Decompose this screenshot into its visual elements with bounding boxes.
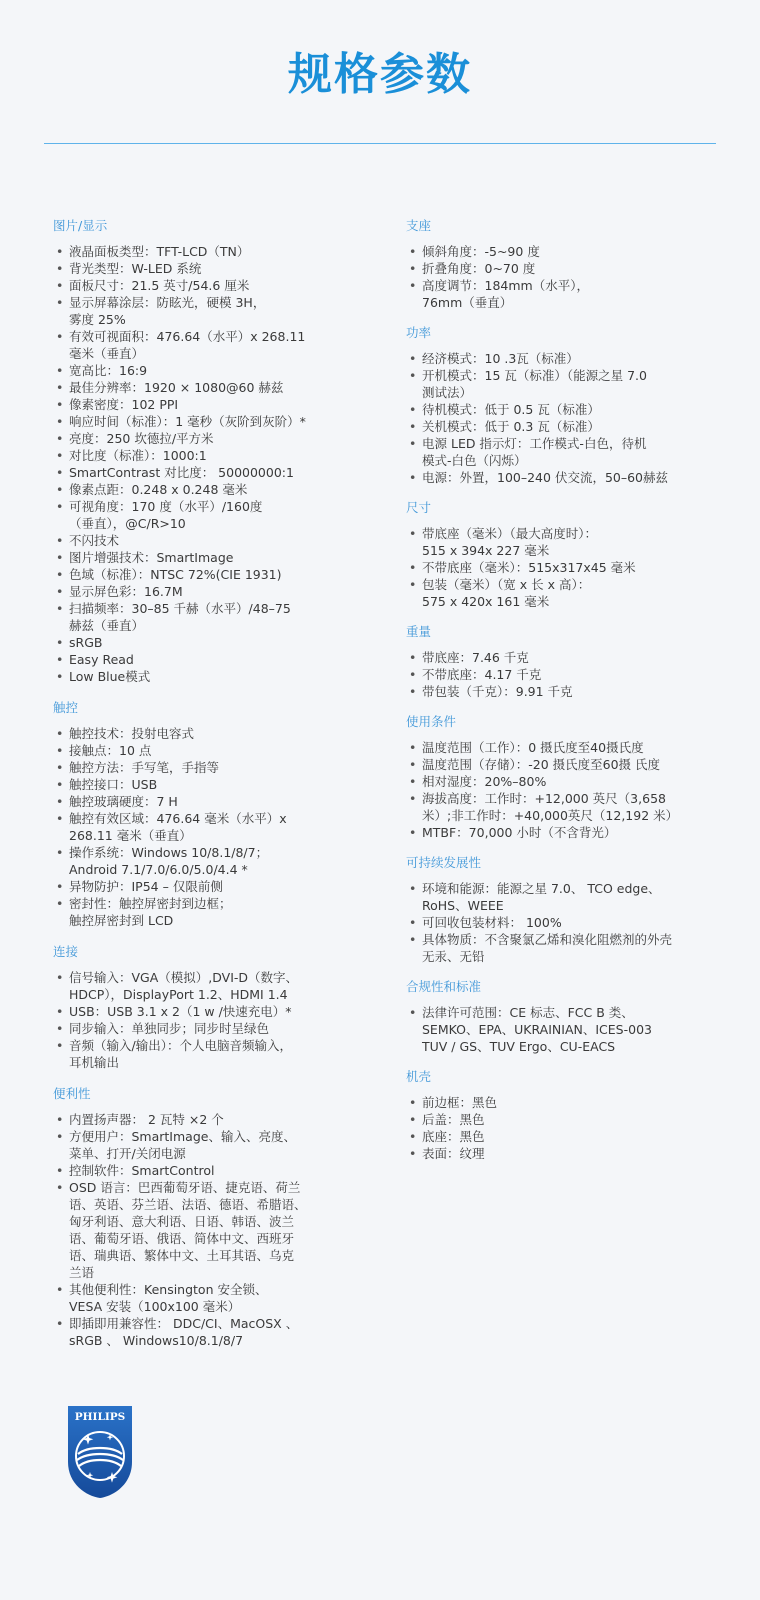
- spec-section-3: [406, 624, 726, 700]
- spec-column-right: [406, 218, 726, 1176]
- spec-section-5: [406, 855, 726, 965]
- spec-item: • 异物防护：IP54 – 仅限前侧: [53, 878, 353, 895]
- spec-item: • MTBF：70,000 小时（不含背光）: [406, 824, 726, 841]
- section-title: 触控: [53, 700, 79, 715]
- spec-item: • 相对湿度：20%–80%: [406, 773, 726, 790]
- spec-item: • 温度范围（存储）：-20 摄氏度至60摄 氏度: [406, 756, 726, 773]
- spec-list: [406, 1094, 726, 1162]
- spec-item: • 可回收包装材料： 100%: [406, 914, 726, 931]
- spec-item: • 带底座（毫米）（最大高度时）： 515 x 394x 227 毫米: [406, 525, 726, 559]
- spec-item: • 电源：外置，100–240 伏交流，50–60赫兹: [406, 469, 726, 486]
- spec-item: • 包装（毫米）（宽 x 长 x 高）： 575 x 420x 161 毫米: [406, 576, 726, 610]
- spec-section-3: [53, 1086, 353, 1349]
- spec-item: • 接触点：10 点: [53, 742, 353, 759]
- spec-item: • 方便用户：SmartImage、输入、亮度、 菜单、打开/关闭电源: [53, 1128, 353, 1162]
- spec-item: • 像素点距：0.248 x 0.248 毫米: [53, 481, 353, 498]
- spec-section-2: [53, 944, 353, 1071]
- spec-item: • 亮度：250 坎德拉/平方米: [53, 430, 353, 447]
- section-title: 功率: [406, 325, 432, 340]
- spec-item: • 最佳分辨率：1920 × 1080@60 赫兹: [53, 379, 353, 396]
- spec-item: • 后盖：黑色: [406, 1111, 726, 1128]
- spec-item: • 显示屏色彩：16.7M: [53, 583, 353, 600]
- section-title: 合规性和标准: [406, 979, 482, 994]
- section-title: 尺寸: [406, 500, 432, 515]
- spec-item: • 经济模式：10 .3瓦（标准）: [406, 350, 726, 367]
- spec-list: [53, 1111, 353, 1349]
- spec-item: • sRGB: [53, 634, 353, 651]
- spec-item: • 色域（标准）：NTSC 72%(CIE 1931): [53, 566, 353, 583]
- spec-item: • 控制软件：SmartControl: [53, 1162, 353, 1179]
- spec-section-0: [406, 218, 726, 311]
- spec-list: [406, 880, 726, 965]
- spec-list: [406, 350, 726, 486]
- spec-item: • Easy Read: [53, 651, 353, 668]
- spec-item: • 电源 LED 指示灯：工作模式-白色，待机 模式-白色（闪烁）: [406, 435, 726, 469]
- spec-item: • 不闪技术: [53, 532, 353, 549]
- spec-item: • 面板尺寸：21.5 英寸/54.6 厘米: [53, 277, 353, 294]
- spec-item: • 高度调节：184mm（水平）， 76mm（垂直）: [406, 277, 726, 311]
- section-title: 使用条件: [406, 714, 457, 729]
- spec-list: [53, 969, 353, 1071]
- spec-list: [53, 243, 353, 685]
- spec-item: • 折叠角度：0~70 度: [406, 260, 726, 277]
- spec-item: • 密封性：触控屏密封到边框； 触控屏密封到 LCD: [53, 895, 353, 929]
- spec-item: • 内置扬声器： 2 瓦特 ×2 个: [53, 1111, 353, 1128]
- section-title: 连接: [53, 944, 79, 959]
- spec-list: [406, 243, 726, 311]
- spec-item: • 触控方法：手写笔，手指等: [53, 759, 353, 776]
- spec-section-0: [53, 218, 353, 685]
- spec-item: • 不带底座：4.17 千克: [406, 666, 726, 683]
- section-title: 重量: [406, 624, 432, 639]
- spec-item: • USB：USB 3.1 x 2（1 w /快速充电）*: [53, 1003, 353, 1020]
- spec-item: • 像素密度：102 PPI: [53, 396, 353, 413]
- spec-item: • SmartContrast 对比度： 50000000:1: [53, 464, 353, 481]
- spec-item: • 带底座：7.46 千克: [406, 649, 726, 666]
- spec-list: [53, 725, 353, 929]
- spec-item: • 海拔高度：工作时：+12,000 英尺（3,658 米）;非工作时：+40,000英尺（12,192 米）: [406, 790, 726, 824]
- spec-column-left: [53, 218, 353, 1364]
- spec-item: • 触控玻璃硬度：7 H: [53, 793, 353, 810]
- spec-item: • 倾斜角度：-5~90 度: [406, 243, 726, 260]
- spec-item: • 显示屏幕涂层：防眩光，硬模 3H， 雾度 25%: [53, 294, 353, 328]
- spec-item: • 有效可视面积：476.64（水平）x 268.11 毫米（垂直）: [53, 328, 353, 362]
- section-title: 图片/显示: [53, 218, 108, 233]
- spec-item: • 音频（输入/输出）：个人电脑音频输入， 耳机输出: [53, 1037, 353, 1071]
- section-title: 可持续发展性: [406, 855, 482, 870]
- spec-item: • 开机模式：15 瓦（标准）（能源之星 7.0 测试法）: [406, 367, 726, 401]
- spec-list: [406, 525, 726, 610]
- spec-item: • 触控有效区域：476.64 毫米（水平）x 268.11 毫米（垂直）: [53, 810, 353, 844]
- spec-item: • 前边框：黑色: [406, 1094, 726, 1111]
- spec-item: • 底座：黑色: [406, 1128, 726, 1145]
- spec-item: • 背光类型：W-LED 系统: [53, 260, 353, 277]
- spec-item: • Low Blue模式: [53, 668, 353, 685]
- spec-item: • 宽高比：16:9: [53, 362, 353, 379]
- section-title: 机壳: [406, 1069, 432, 1084]
- spec-section-1: [53, 700, 353, 929]
- spec-item: • 关机模式：低于 0.3 瓦（标准）: [406, 418, 726, 435]
- spec-item: • 不带底座（毫米）：515x317x45 毫米: [406, 559, 726, 576]
- spec-item: • 同步输入：单独同步；同步时呈绿色: [53, 1020, 353, 1037]
- spec-section-1: [406, 325, 726, 486]
- philips-logo: [66, 1404, 134, 1500]
- spec-item: • 对比度（标准）：1000:1: [53, 447, 353, 464]
- spec-item: • 触控技术：投射电容式: [53, 725, 353, 742]
- spec-item: • 图片增强技术：SmartImage: [53, 549, 353, 566]
- spec-list: [406, 649, 726, 700]
- spec-item: • 温度范围（工作）：0 摄氏度至40摄氏度: [406, 739, 726, 756]
- spec-item: • 可视角度：170 度（水平）/160度 （垂直），@C/R>10: [53, 498, 353, 532]
- spec-item: • 操作系统：Windows 10/8.1/8/7； Android 7.1/7.0/6.0/5.0/4.4 *: [53, 844, 353, 878]
- spec-item: • OSD 语言：巴西葡萄牙语、捷克语、荷兰 语、英语、芬兰语、法语、德语、希腊语、 匈牙利语、意大利语、日语、韩语、波兰 语、葡萄牙语、俄语、简体中文、西班牙 语、瑞典语、繁体中文、土耳其语、乌克 兰语: [53, 1179, 353, 1281]
- spec-item: • 即插即用兼容性： DDC/CI、MacOSX 、 sRGB 、 Windows10/8.1/8/7: [53, 1315, 353, 1349]
- spec-item: • 扫描频率：30–85 千赫（水平）/48–75 赫兹（垂直）: [53, 600, 353, 634]
- spec-list: [406, 1004, 726, 1055]
- spec-section-2: [406, 500, 726, 610]
- spec-item: • 触控接口：USB: [53, 776, 353, 793]
- title-divider: [44, 143, 716, 144]
- spec-item: • 环境和能源：能源之星 7.0、 TCO edge、 RoHS、WEEE: [406, 880, 726, 914]
- spec-item: • 法律许可范围：CE 标志、FCC B 类、 SEMKO、EPA、UKRAINIAN、ICES-003 TUV / GS、TUV Ergo、CU-EACS: [406, 1004, 726, 1055]
- spec-item: • 具体物质：不含聚氯乙烯和溴化阻燃剂的外壳 无汞、无铅: [406, 931, 726, 965]
- spec-section-6: [406, 979, 726, 1055]
- spec-item: • 表面：纹理: [406, 1145, 726, 1162]
- section-title: 支座: [406, 218, 432, 233]
- spec-list: [406, 739, 726, 841]
- spec-item: • 带包装（千克）：9.91 千克: [406, 683, 726, 700]
- spec-section-4: [406, 714, 726, 841]
- spec-item: • 信号输入：VGA（模拟）,DVI-D（数字、 HDCP），DisplayPort 1.2、HDMI 1.4: [53, 969, 353, 1003]
- page-title: 规格参数: [288, 49, 472, 100]
- logo-wordmark: PHILIPS: [74, 1411, 126, 1423]
- spec-item: • 其他便利性：Kensington 安全锁、 VESA 安装（100x100 毫米）: [53, 1281, 353, 1315]
- spec-item: • 响应时间（标准）：1 毫秒（灰阶到灰阶）*: [53, 413, 353, 430]
- spec-item: • 液晶面板类型：TFT-LCD（TN）: [53, 243, 353, 260]
- section-title: 便利性: [53, 1086, 91, 1101]
- spec-section-7: [406, 1069, 726, 1162]
- spec-item: • 待机模式：低于 0.5 瓦（标准）: [406, 401, 726, 418]
